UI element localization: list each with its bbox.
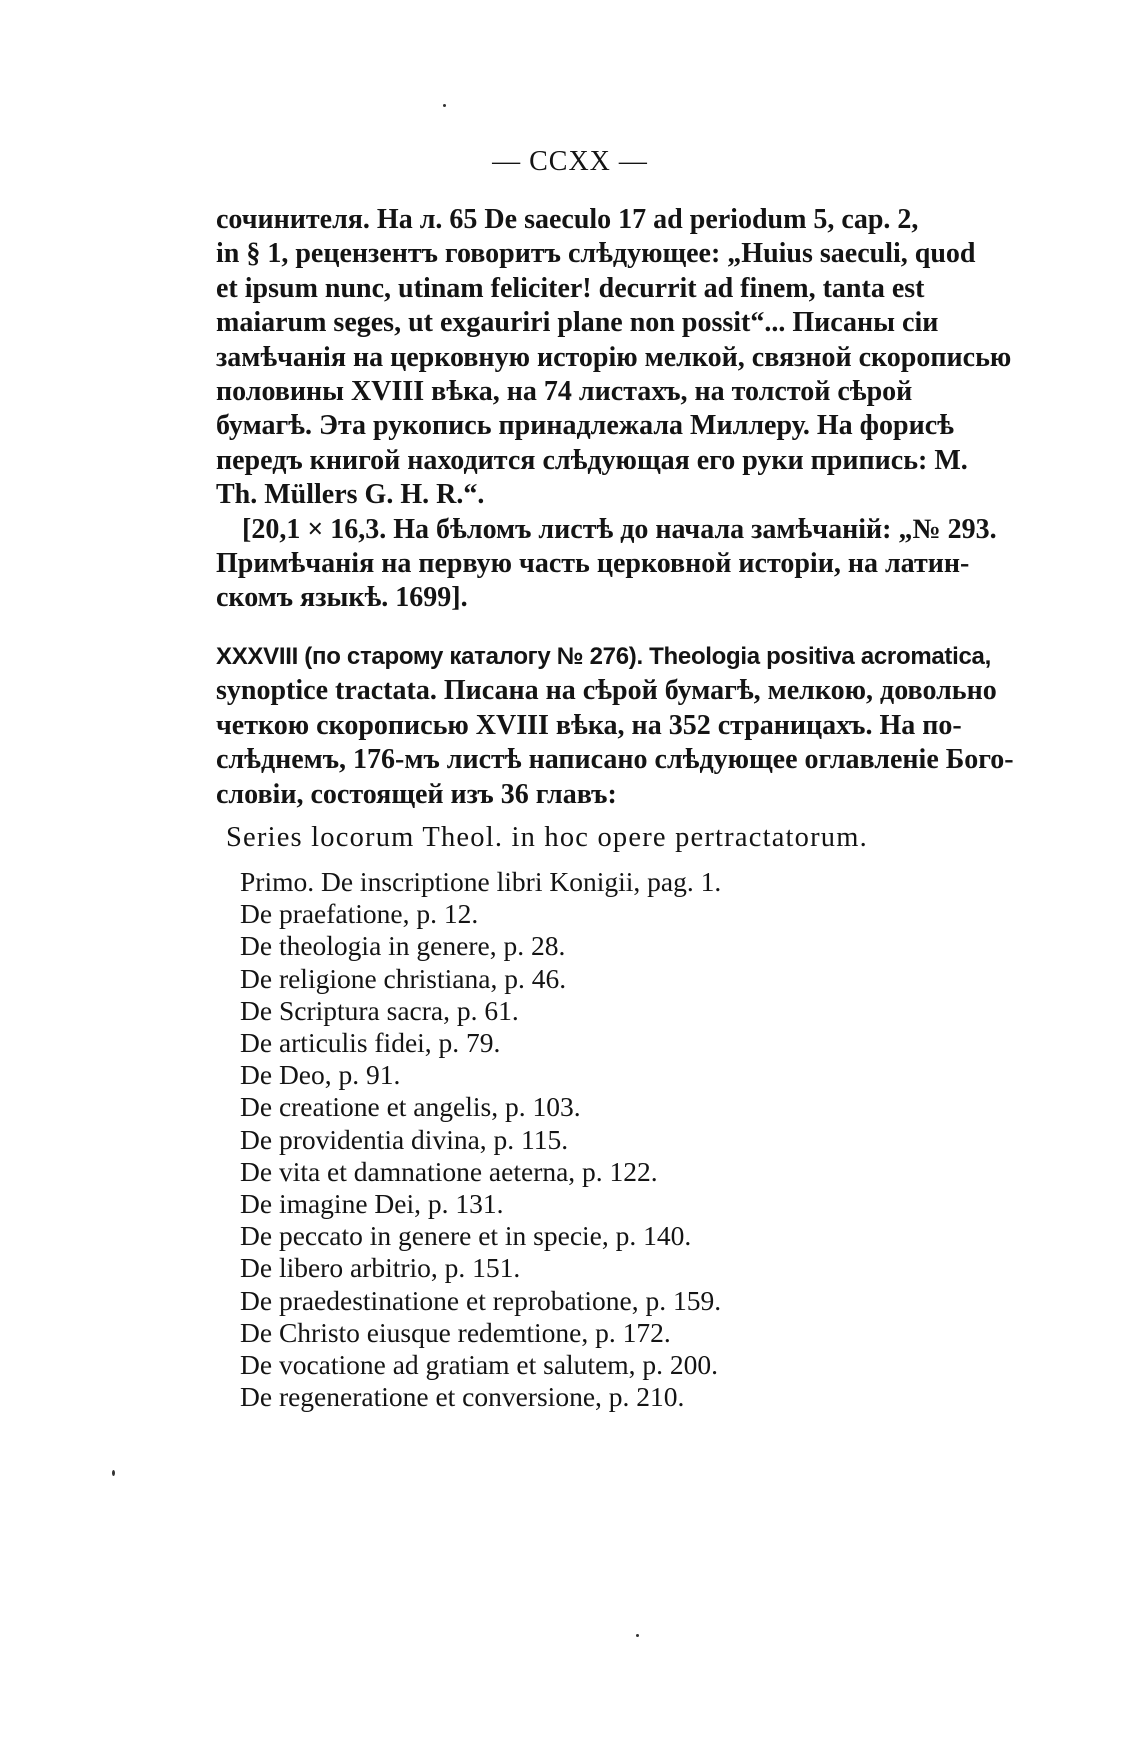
toc-item: De articulis fidei, p. 79. bbox=[240, 1027, 501, 1059]
text-line: бумагѣ. Эта рукопись принадлежала Миллеру. На форисѣ bbox=[216, 410, 954, 442]
toc-item: De libero arbitrio, p. 151. bbox=[240, 1252, 521, 1284]
toc-item: De praedestinatione et reprobatione, p. 159. bbox=[240, 1284, 722, 1316]
text-line: Примѣчанія на первую часть церковной исторіи, на латин- bbox=[216, 548, 970, 580]
text-line: замѣчанія на церковную исторію мелкой, связной скорописью bbox=[216, 341, 1012, 373]
toc-item: De praefatione, p. 12. bbox=[240, 898, 479, 930]
toc-item: De vocatione ad gratiam et salutem, p. 200. bbox=[240, 1349, 719, 1381]
paragraph-manuscript-xxxviii bbox=[216, 640, 1016, 812]
text-line: et ipsum nunc, utinam feliciter! decurrit ad finem, tanta est bbox=[216, 272, 925, 304]
page-number: — CCXX — bbox=[492, 146, 648, 177]
ink-speck bbox=[112, 1470, 115, 1476]
toc-item: De Scriptura sacra, p. 61. bbox=[240, 994, 519, 1026]
toc-item: De Deo, p. 91. bbox=[240, 1059, 401, 1091]
toc-item: De Christo eiusque redemtione, p. 172. bbox=[240, 1316, 671, 1348]
toc-item: De peccato in genere et in specie, p. 140. bbox=[240, 1220, 692, 1252]
table-of-contents bbox=[240, 866, 940, 1413]
toc-item: De imagine Dei, p. 131. bbox=[240, 1188, 504, 1220]
toc-item: De religione christiana, p. 46. bbox=[240, 962, 567, 994]
toc-item: De providentia divina, p. 115. bbox=[240, 1123, 569, 1155]
text-line: [20,1 × 16,3. На бѣломъ листѣ до начала замѣчаній: „№ 293. bbox=[242, 513, 997, 545]
ink-speck bbox=[443, 104, 446, 107]
text-line: передъ книгой находится слѣдующая его руки припись: M. bbox=[216, 444, 968, 476]
manuscript-heading: XXXVIII (по старому каталогу № 276). Theologia positiva acromatica, bbox=[216, 643, 991, 670]
text-line: сочинителя. На л. 65 De saeculo 17 ad periodum 5, cap. 2, bbox=[216, 204, 919, 235]
text-line: четкою скорописью XVIII вѣка, на 352 страницахъ. На по- bbox=[216, 709, 962, 741]
text-line: половины XVIII вѣка, на 74 листахъ, на толстой сѣрой bbox=[216, 376, 913, 408]
toc-item: De theologia in genere, p. 28. bbox=[240, 930, 566, 962]
text-line: in § 1, рецензентъ говоритъ слѣдующее: „Huius saeculi, quod bbox=[216, 238, 976, 270]
paragraph-review-notes bbox=[216, 203, 1016, 616]
toc-item: De vita et damnatione aeterna, p. 122. bbox=[240, 1155, 658, 1187]
toc-item: De creatione et angelis, p. 103. bbox=[240, 1091, 581, 1123]
text-line: слѣднемъ, 176-мъ листѣ написано слѣдующее оглавленіе Бого- bbox=[216, 744, 1014, 776]
toc-item: De regeneratione et conversione, p. 210. bbox=[240, 1381, 685, 1413]
text-line: synoptice tractata. Писана на сѣрой бумагѣ, мелкою, довольно bbox=[216, 675, 997, 707]
toc-item: Primo. De inscriptione libri Konigii, pag. 1. bbox=[240, 866, 722, 897]
series-title: Series locorum Theol. in hoc opere pertractatorum. bbox=[226, 822, 868, 853]
text-line: скомъ языкѣ. 1699]. bbox=[216, 582, 468, 614]
text-line: словіи, состоящей изъ 36 главъ: bbox=[216, 778, 617, 810]
text-line: Th. Müllers G. H. R.“. bbox=[216, 479, 485, 511]
ink-speck bbox=[636, 1634, 639, 1637]
text-line: maiarum seges, ut exgauriri plane non possit“... Писаны сіи bbox=[216, 307, 939, 339]
